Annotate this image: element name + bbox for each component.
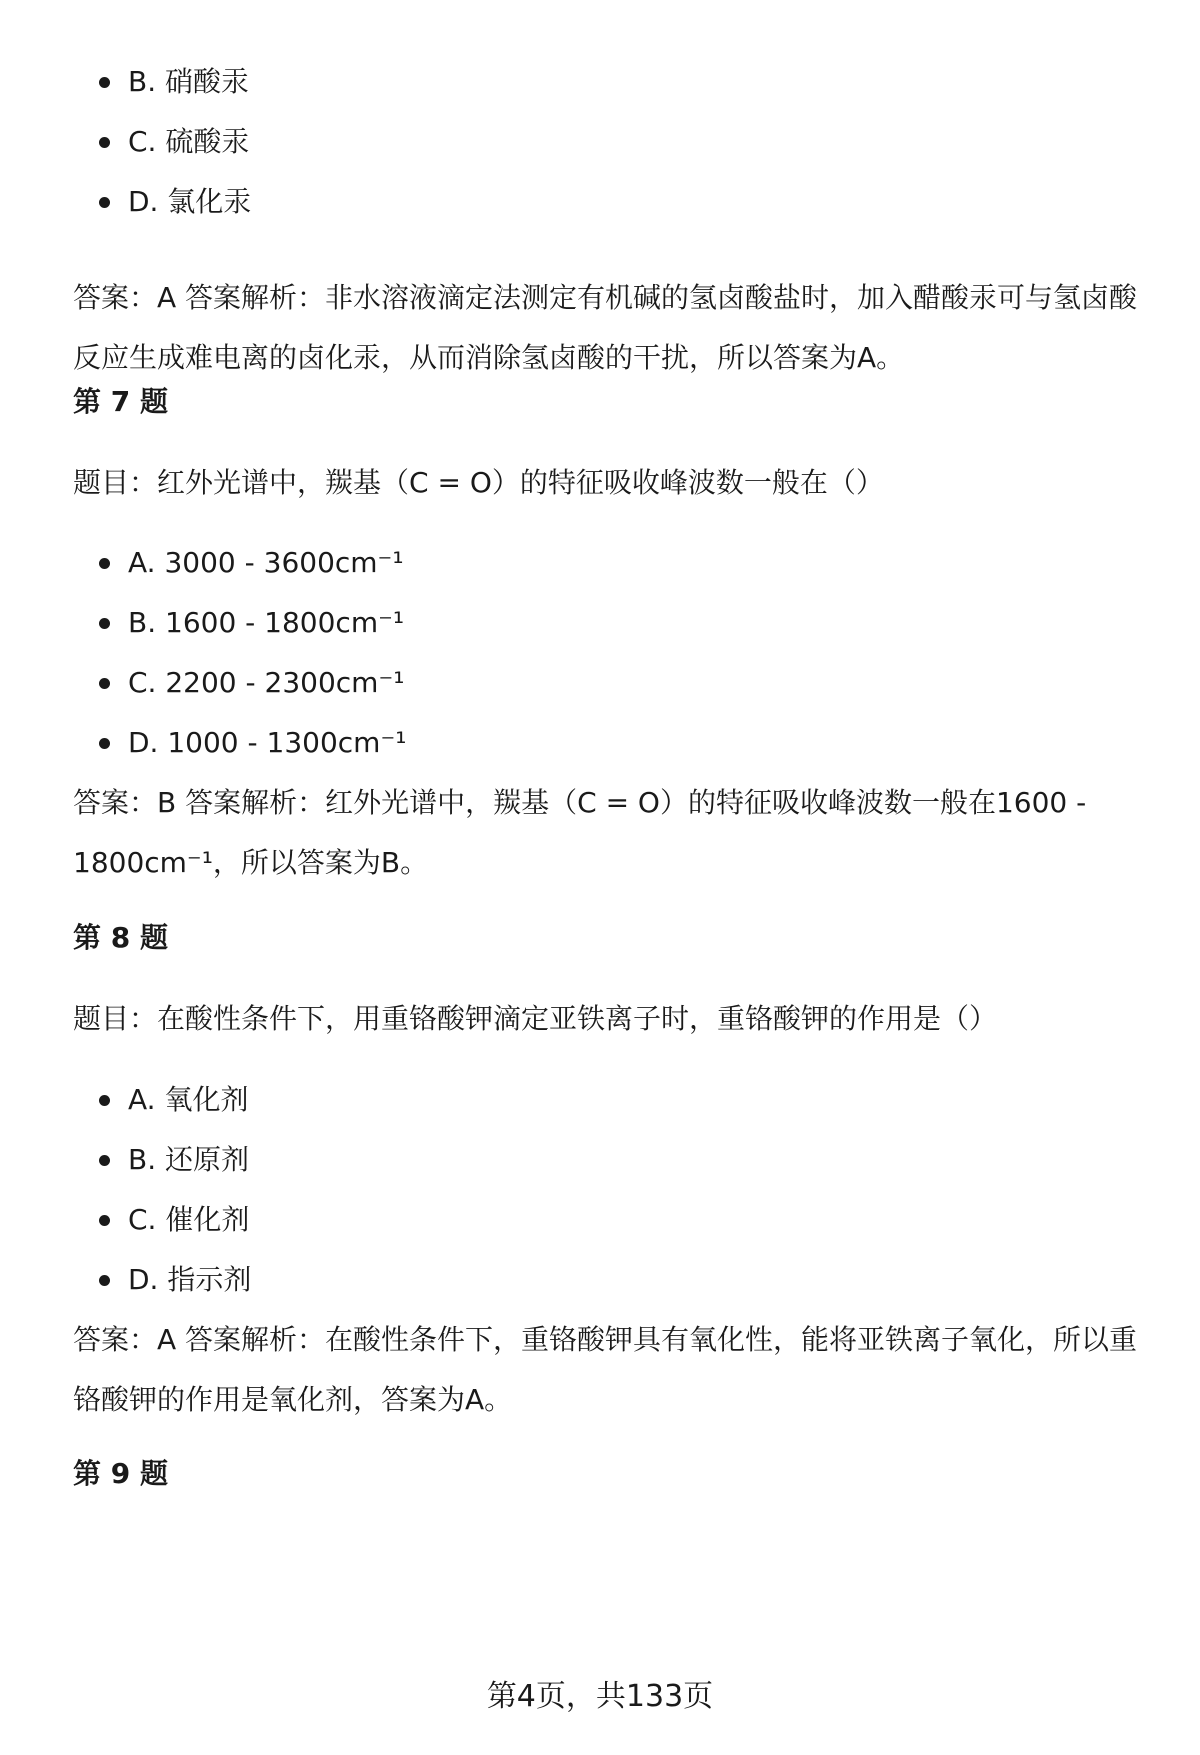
option-c: C. 硫酸汞 xyxy=(0,112,1200,172)
q6-options xyxy=(0,52,1200,232)
q7-options xyxy=(0,533,1200,773)
q8-heading: 第 8 题 xyxy=(73,921,168,954)
q8-answer: 答案：A 答案解析：在酸性条件下，重铬酸钾具有氧化性，能将亚铁离子氧化，所以重铬酸钾的作用是氧化剂，答案为A。 xyxy=(73,1323,1138,1416)
option-c: C. 催化剂 xyxy=(0,1190,1200,1250)
option-d: D. 氯化汞 xyxy=(0,172,1200,232)
q8-question: 题目：在酸性条件下，用重铬酸钾滴定亚铁离子时，重铬酸钾的作用是（） xyxy=(73,1002,998,1035)
page-number: 第4页，共133页 xyxy=(486,1679,714,1714)
q9-heading: 第 9 题 xyxy=(73,1457,168,1490)
q7-heading: 第 7 题 xyxy=(73,385,168,418)
option-a: A. 氧化剂 xyxy=(0,1070,1200,1130)
option-b: B. 还原剂 xyxy=(0,1130,1200,1190)
option-d: D. 指示剂 xyxy=(0,1250,1200,1310)
q7-answer: 答案：B 答案解析：红外光谱中，羰基（C = O）的特征吸收峰波数一般在1600 - 1800cm⁻¹，所以答案为B。 xyxy=(73,786,1087,879)
option-a: A. 3000 - 3600cm⁻¹ xyxy=(0,533,1200,593)
q6-answer: 答案：A 答案解析：非水溶液滴定法测定有机碱的氢卤酸盐时，加入醋酸汞可与氢卤酸反应生成难电离的卤化汞，从而消除氢卤酸的干扰，所以答案为A。 xyxy=(73,281,1138,374)
q8-options xyxy=(0,1070,1200,1310)
option-d: D. 1000 - 1300cm⁻¹ xyxy=(0,713,1200,773)
option-c: C. 2200 - 2300cm⁻¹ xyxy=(0,653,1200,713)
option-b: B. 1600 - 1800cm⁻¹ xyxy=(0,593,1200,653)
q7-question: 题目：红外光谱中，羰基（C = O）的特征吸收峰波数一般在（） xyxy=(73,466,884,499)
option-b: B. 硝酸汞 xyxy=(0,52,1200,112)
